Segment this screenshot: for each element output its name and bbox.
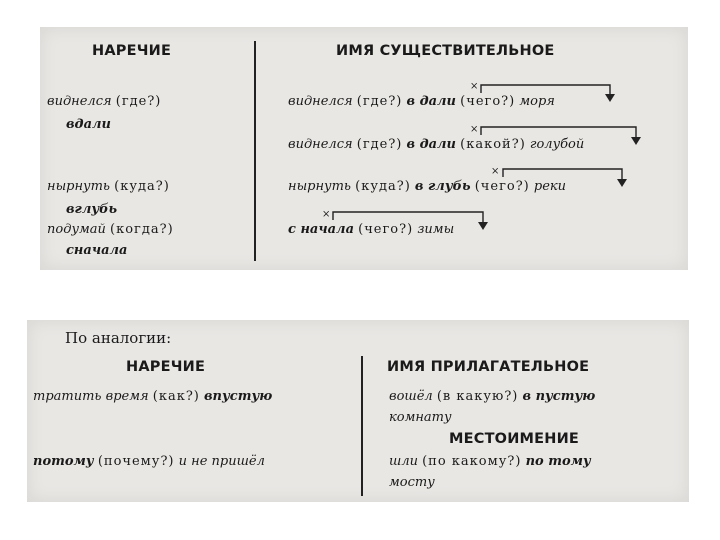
adverb-snachala: сначала bbox=[66, 243, 128, 258]
arrow-arc bbox=[503, 169, 622, 180]
verb: вошёл bbox=[389, 389, 433, 404]
dependent-word: зимы bbox=[417, 222, 455, 237]
question: (где?) bbox=[115, 94, 162, 109]
verb: нырнуть bbox=[47, 179, 110, 194]
adverb: потому bbox=[33, 454, 94, 469]
pronoun-phrase: по тому bbox=[525, 454, 591, 469]
arrow-arc bbox=[481, 127, 636, 138]
question: (в какую?) bbox=[436, 389, 519, 404]
header-noun: ИМЯ СУЩЕСТВИТЕЛЬНОЕ bbox=[336, 43, 555, 59]
noun-phrase: в дали bbox=[406, 137, 457, 152]
arrow-head bbox=[631, 137, 641, 145]
adverb: впустую bbox=[204, 389, 273, 404]
question: (почему?) bbox=[97, 454, 175, 469]
bottom-scan-panel bbox=[27, 320, 689, 502]
cross-mark: × bbox=[470, 81, 479, 92]
question: (чего?) bbox=[460, 94, 516, 109]
verb: виднелся bbox=[47, 94, 112, 109]
verb: нырнуть bbox=[288, 179, 351, 194]
cross-mark: × bbox=[470, 124, 479, 135]
verb: шли bbox=[389, 454, 418, 469]
header-adverb: НАРЕЧИЕ bbox=[126, 359, 206, 375]
left-row-2 bbox=[33, 454, 265, 469]
adverb-vdali: вдали bbox=[66, 117, 111, 132]
verb: тратить время bbox=[33, 389, 149, 404]
cross-mark: × bbox=[322, 209, 331, 220]
question: (где?) bbox=[356, 94, 403, 109]
noun-phrase: с начала bbox=[288, 222, 354, 237]
by-analogy-label: По аналогии: bbox=[65, 329, 172, 347]
left-row-1 bbox=[33, 389, 272, 404]
header-adverb: НАРЕЧИЕ bbox=[92, 43, 172, 59]
header-pronoun: МЕСТОИМЕНИЕ bbox=[449, 431, 580, 447]
question: (где?) bbox=[356, 137, 403, 152]
continuation: комнату bbox=[389, 410, 452, 425]
question: (как?) bbox=[152, 389, 200, 404]
dependency-arrows bbox=[40, 27, 688, 270]
question: (куда?) bbox=[114, 179, 170, 194]
adjective-phrase: в пустую bbox=[522, 389, 596, 404]
noun-phrase: в глубь bbox=[414, 179, 471, 194]
top-scan-panel bbox=[40, 27, 688, 270]
arrow-head bbox=[617, 179, 627, 187]
cross-mark: × bbox=[491, 166, 500, 177]
right-row-1 bbox=[389, 389, 595, 404]
arrow-arc bbox=[481, 85, 610, 95]
dependent-word: реки bbox=[533, 179, 567, 194]
question: (чего?) bbox=[358, 222, 414, 237]
adverb-vglub: вглубь bbox=[66, 202, 118, 217]
noun-phrase: в дали bbox=[406, 94, 457, 109]
header-adjective: ИМЯ ПРИЛАГАТЕЛЬНОЕ bbox=[387, 359, 590, 375]
dependent-word: моря bbox=[519, 94, 555, 109]
question: (куда?) bbox=[355, 179, 411, 194]
arrow-head bbox=[478, 222, 488, 230]
column-divider bbox=[361, 356, 363, 496]
arrow-head bbox=[605, 94, 615, 102]
arrow-arc bbox=[333, 212, 483, 223]
question: (чего?) bbox=[474, 179, 530, 194]
continuation: мосту bbox=[389, 475, 435, 490]
tail-text: и не пришёл bbox=[178, 454, 265, 469]
question: (какой?) bbox=[460, 137, 526, 152]
verb: виднелся bbox=[288, 94, 353, 109]
question: (по какому?) bbox=[422, 454, 522, 469]
verb: виднелся bbox=[288, 137, 353, 152]
verb: подумай bbox=[47, 222, 106, 237]
dependent-word: голубой bbox=[529, 137, 585, 152]
question: (когда?) bbox=[110, 222, 174, 237]
right-row-2 bbox=[389, 454, 591, 469]
